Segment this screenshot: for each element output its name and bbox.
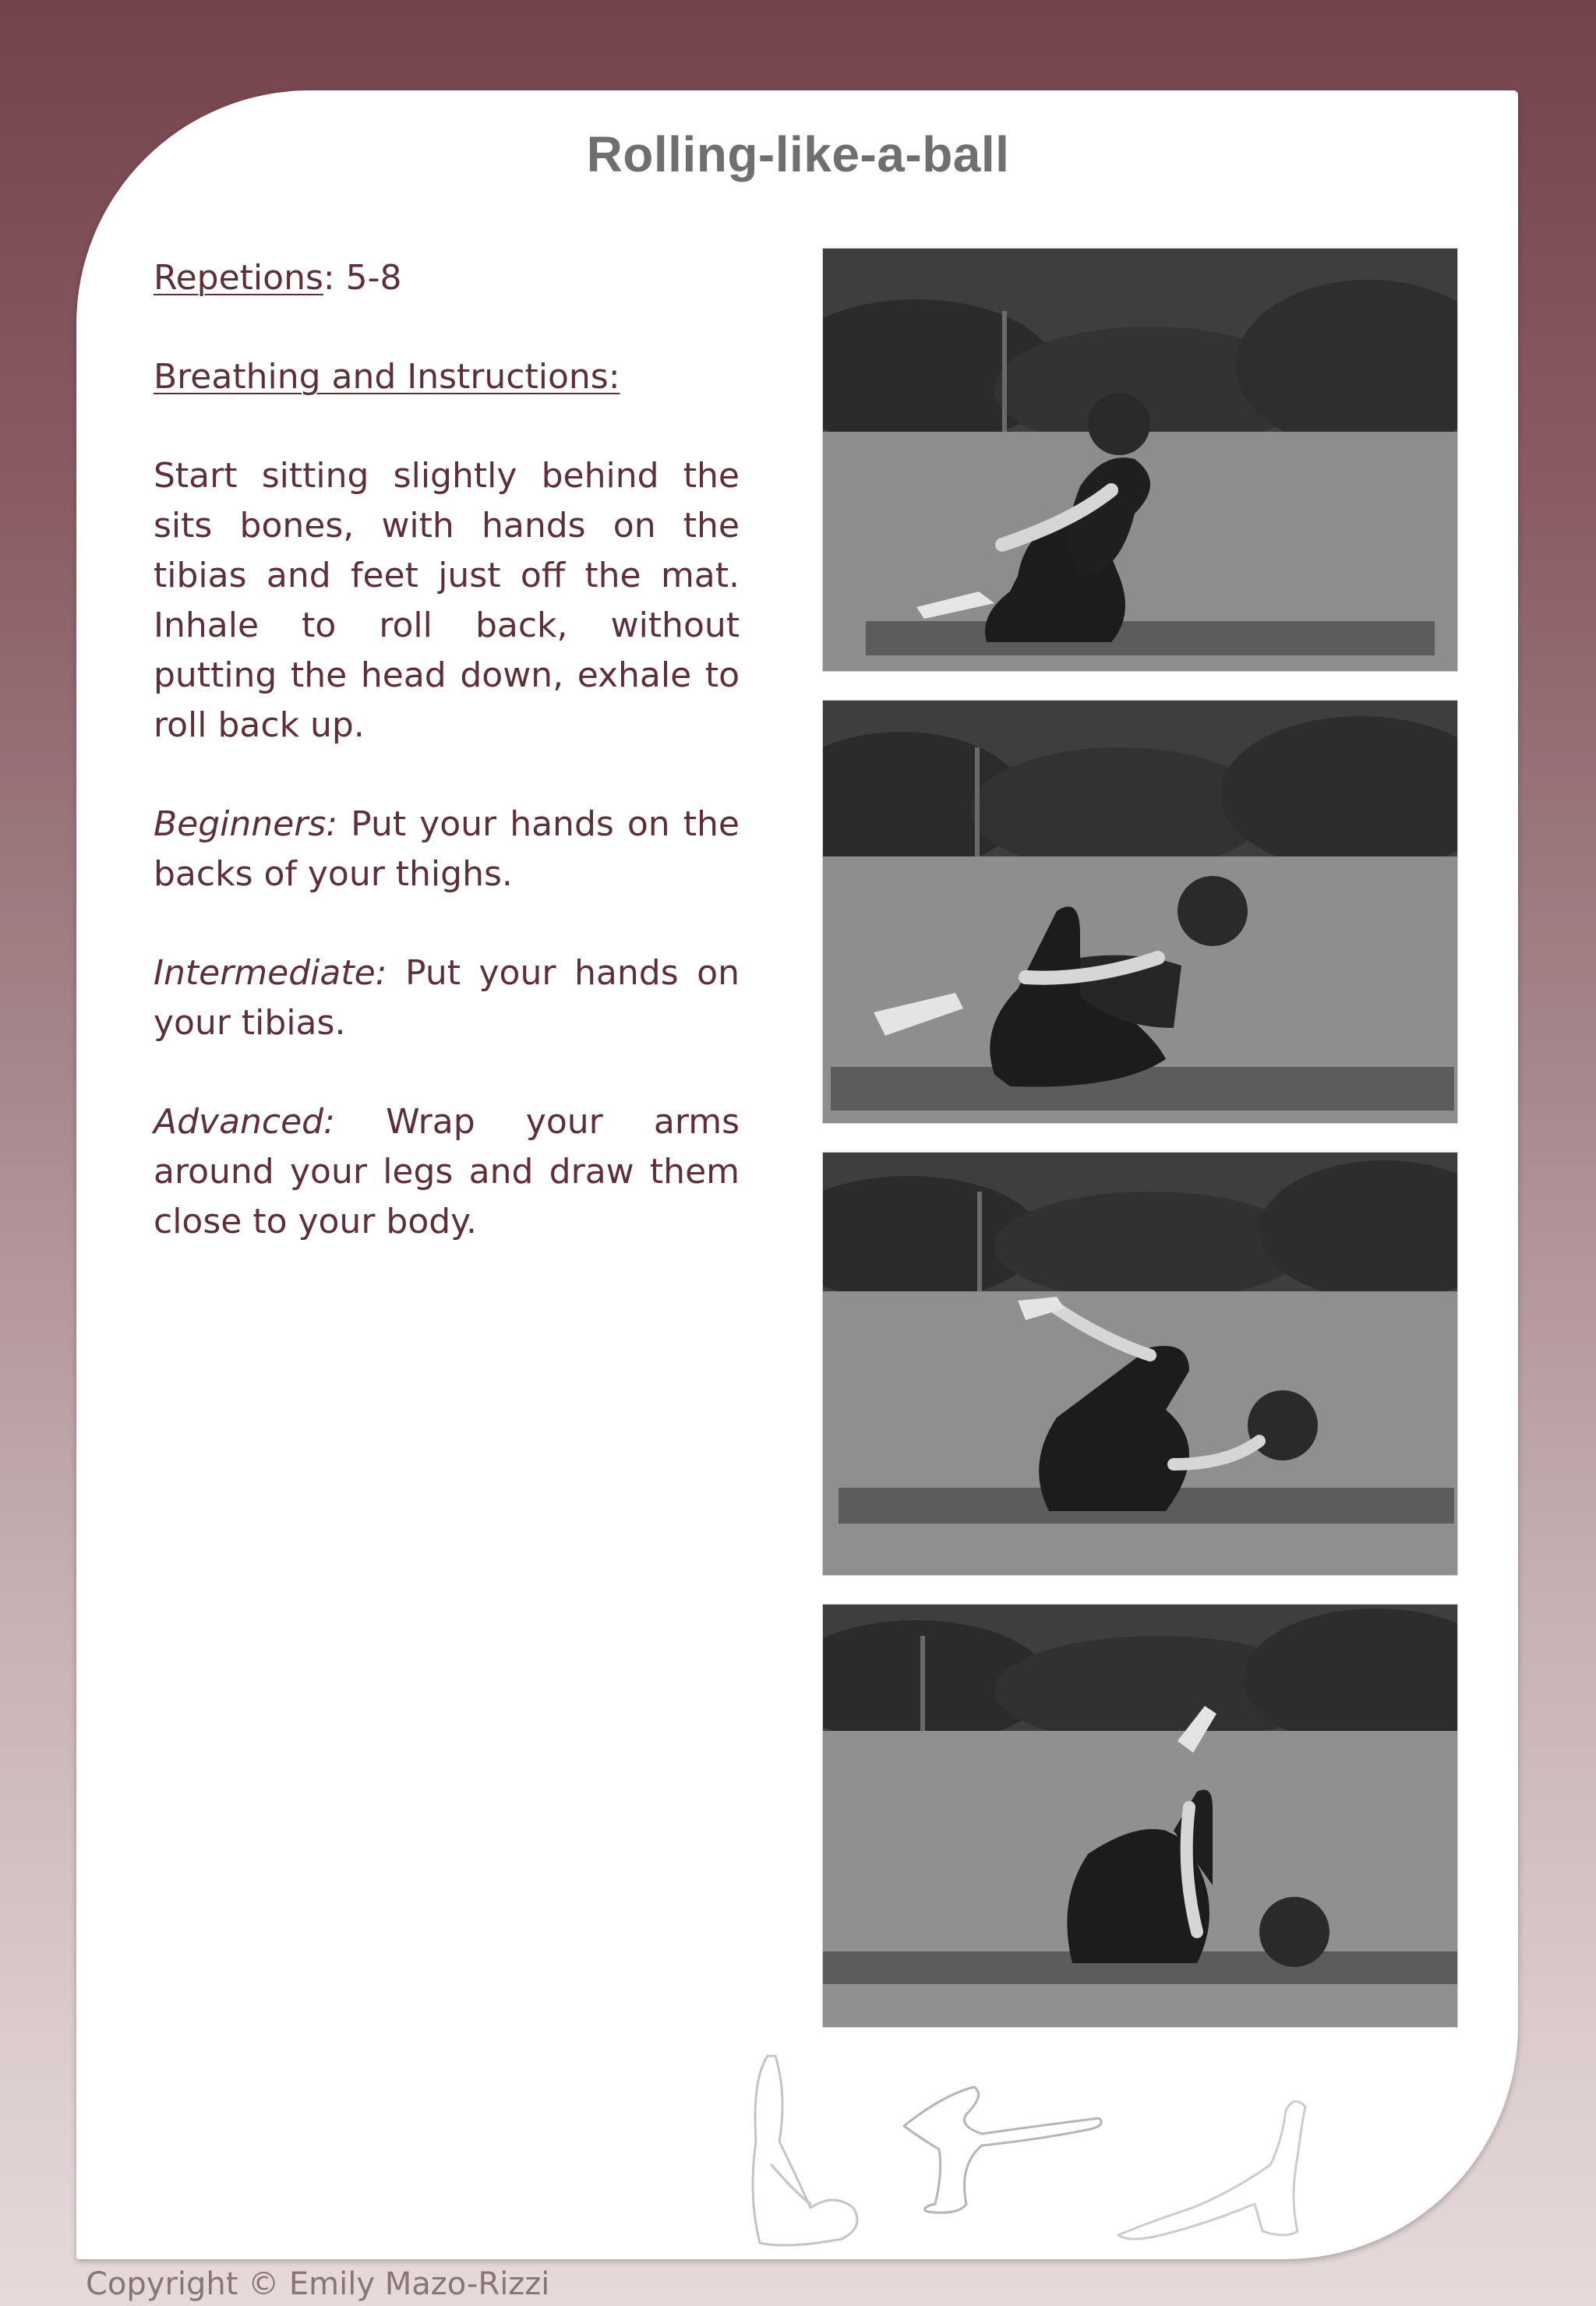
level-beginners bbox=[154, 800, 740, 899]
exercise-photo-3 bbox=[822, 1152, 1458, 1576]
repetitions-value: : 5-8 bbox=[323, 258, 402, 298]
repetitions-label: Repetions bbox=[154, 258, 323, 298]
pose-sketches bbox=[725, 2048, 1348, 2258]
level-advanced bbox=[154, 1097, 740, 1247]
level-label: Beginners: bbox=[154, 804, 338, 844]
level-intermediate bbox=[154, 948, 740, 1048]
page-title: Rolling-like-a-ball bbox=[586, 126, 1010, 182]
level-label: Advanced: bbox=[154, 1102, 335, 1142]
breathing-heading-line bbox=[154, 352, 740, 402]
breathing-heading: Breathing and Instructions: bbox=[154, 357, 620, 397]
instructions-column bbox=[154, 253, 740, 1296]
exercise-photo-4 bbox=[822, 1604, 1458, 2028]
copyright-text: Copyright © Emily Mazo-Rizzi bbox=[86, 2266, 550, 2302]
level-text: Put your hands on the backs of your thighs. bbox=[154, 804, 740, 894]
level-text: Put your hands on your tibias. bbox=[154, 953, 740, 1043]
sketch-figure-1 bbox=[753, 2056, 857, 2245]
sketch-figure-2 bbox=[904, 2087, 1101, 2212]
exercise-photo-1 bbox=[822, 248, 1458, 672]
level-text: Wrap your arms around your legs and draw them close to your body. bbox=[154, 1102, 740, 1241]
exercise-photo-2 bbox=[822, 700, 1458, 1124]
level-label: Intermediate: bbox=[154, 953, 387, 993]
sketch-figure-3 bbox=[1118, 2102, 1305, 2239]
instructions-text: Start sitting slightly behind the sits bones, with hands on the tibias and feet just off the mat. Inhale to roll back, without putting the head down, exhale to roll back up. bbox=[154, 456, 740, 745]
repetitions-line bbox=[154, 253, 740, 303]
